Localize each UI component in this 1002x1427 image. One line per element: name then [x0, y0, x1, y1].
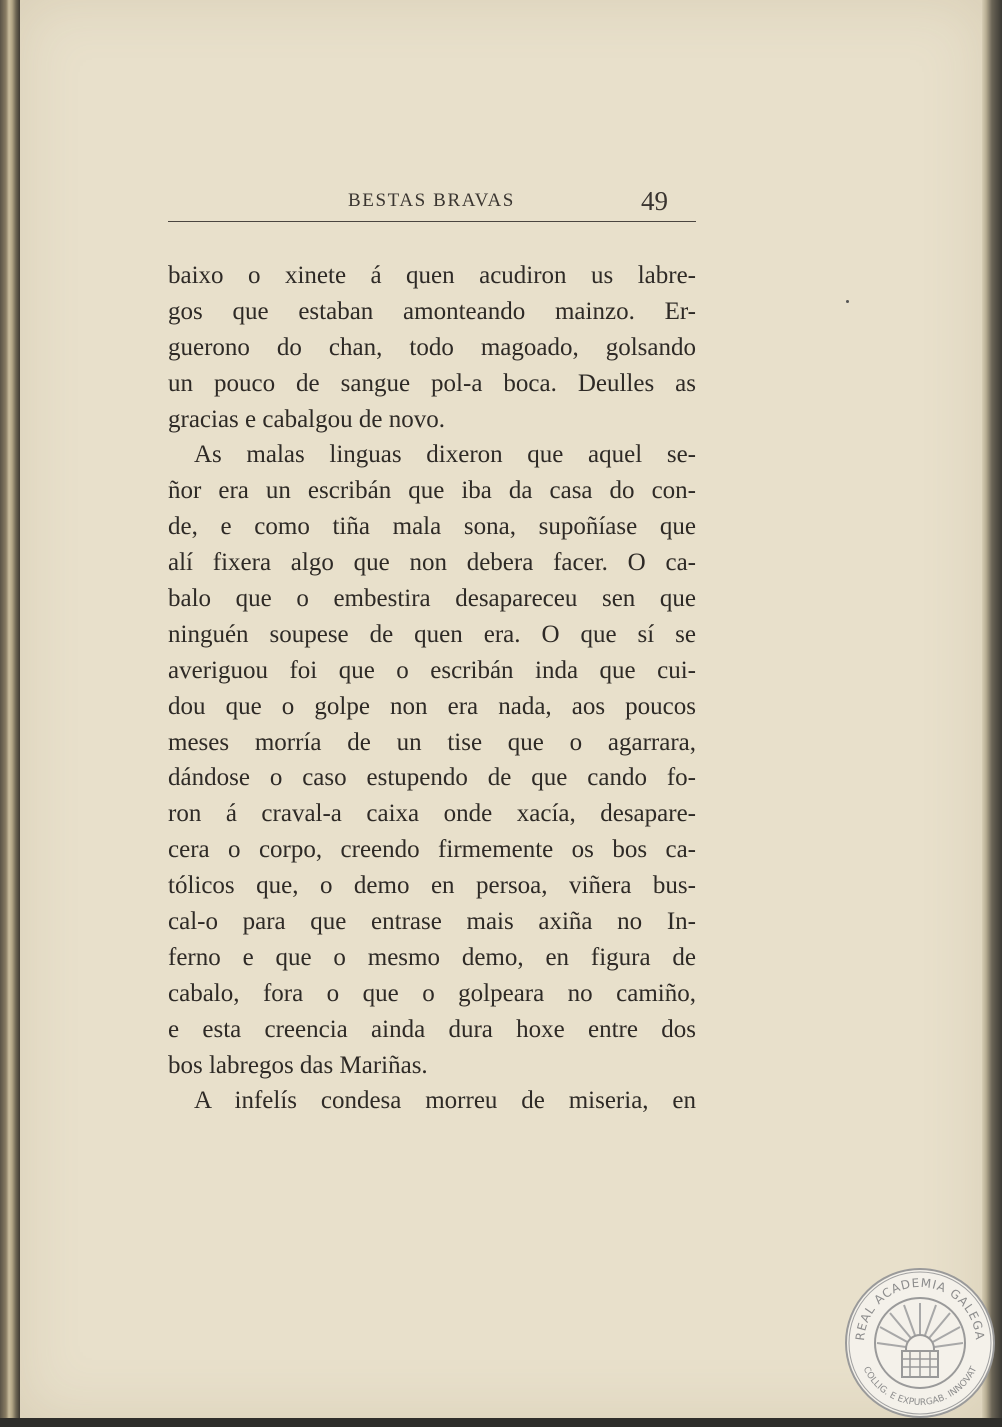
text-line: averiguou foi que o escribán inda que cui- [168, 656, 696, 684]
text-line: un pouco de sangue pol-a boca. Deulles as [168, 369, 696, 397]
running-title: BESTAS BRAVAS [348, 190, 515, 211]
left-page-edge [0, 0, 20, 1427]
text-line: ron á craval-a caixa onde xacía, desapare- [168, 800, 696, 828]
text-line: bos labregos das Mariñas. [168, 1051, 428, 1079]
text-line: baixo o xinete á quen acudiron us labre- [168, 262, 696, 289]
text-line: alí fixera algo que non debera facer. O ca- [168, 549, 696, 577]
text-line: ninguén soupese de quen era. O que sí se [168, 620, 696, 648]
text-line: cabalo, fora o que o golpeara no camiño, [168, 979, 696, 1007]
text-line: As malas linguas dixeron que aquel se- [194, 441, 696, 469]
text-line: cera o corpo, creendo firmemente os bos ca- [168, 836, 696, 864]
text-line: ferno e que o mesmo demo, en figura de [168, 943, 696, 971]
body-text [168, 258, 696, 1119]
text-line: cal-o para que entrase mais axiña no In- [168, 908, 696, 936]
ink-speck [846, 300, 849, 303]
text-line: de, e como tiña mala sona, supoñíase que [168, 513, 696, 541]
text-line: ñor era un escribán que iba da casa do con- [168, 477, 696, 505]
text-line: e esta creencia ainda dura hoxe entre dos [168, 1015, 696, 1043]
right-page-edge [982, 0, 1002, 1427]
text-line: guerono do chan, todo magoado, golsando [168, 333, 696, 361]
text-line: dándose o caso estupendo de que cando fo- [168, 764, 696, 792]
page-number: 49 [641, 186, 668, 216]
text-line: tólicos que, o demo en persoa, viñera bus- [168, 872, 696, 900]
academy-seal [844, 1267, 996, 1419]
text-line: meses morría de un tise que o agarrara, [168, 728, 696, 756]
seal-outer-text: REAL ACADEMIA GALEGA [852, 1275, 988, 1342]
text-line: gracias e cabalgou de novo. [168, 405, 445, 433]
text-line: gos que estaban amonteando mainzo. Er- [168, 297, 696, 325]
bottom-background [0, 1418, 1002, 1427]
running-header [168, 186, 696, 226]
header-rule [168, 221, 696, 222]
text-line: A infelís condesa morreu de miseria, en [194, 1087, 696, 1115]
text-line: dou que o golpe non era nada, aos poucos [168, 692, 696, 720]
seal-inner-text: COLLIG. E EXPURGAB. INNOVAT [860, 1365, 980, 1409]
text-line: balo que o embestira desapareceu sen que [168, 585, 696, 613]
